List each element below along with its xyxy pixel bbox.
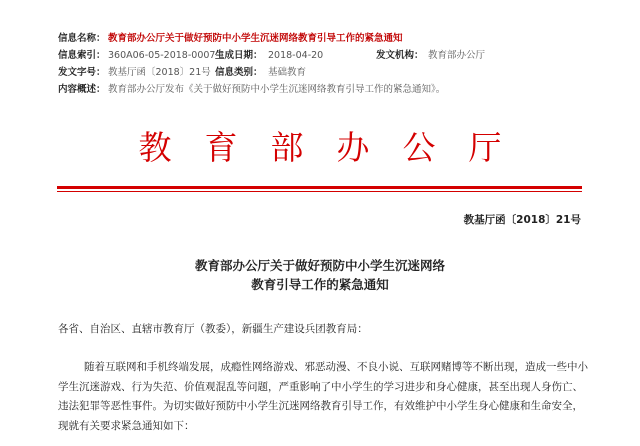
document-number: 教基厅函〔2018〕21号 — [463, 214, 581, 226]
body-paragraph — [58, 358, 586, 436]
issuer-value: 教育部办公厅 — [428, 50, 486, 61]
meta-row-info-name — [58, 30, 618, 47]
meta-row-summary — [58, 81, 618, 98]
red-divider-thin — [57, 191, 582, 192]
salutation: 各省、自治区、直辖市教育厅（教委），新疆生产建设兵团教育局： — [58, 323, 368, 335]
meta-row-docno — [58, 64, 618, 81]
body-line: 违法犯罪等恶性事件。为切实做好预防中小学生沉迷网络教育引导工作，有效维护中小学生身心健康和生命安全， — [58, 400, 583, 412]
body-line: 学生沉迷游戏、行为失范、价值观混乱等问题，严重影响了中小学生的学习进步和身心健康，甚至出现人身伤亡、 — [58, 380, 583, 393]
index-label: 信息索引： — [58, 50, 106, 61]
category-value: 基础教育 — [268, 67, 307, 78]
docno-value: 教基厅函〔2018〕21号 — [108, 67, 211, 78]
body-line: 现就有关要求紧急通知如下： — [58, 419, 195, 432]
index-value: 360A06-05-2018-0007-1 — [108, 50, 225, 61]
document-title-line2: 教育引导工作的紧急通知 — [251, 277, 389, 292]
document-metadata — [58, 30, 618, 98]
info-name-value: 教育部办公厅关于做好预防中小学生沉迷网络教育引导工作的紧急通知 — [108, 33, 403, 44]
document-title — [0, 256, 640, 294]
body-line: 随着互联网和手机终端发展，成瘾性网络游戏、邪恶动漫、不良小说、互联网赌博等不断出现，造成一些中小 — [84, 361, 588, 373]
meta-row-index — [58, 47, 618, 64]
date-value: 2018-04-20 — [268, 50, 324, 61]
issuer-label: 发文机构： — [376, 50, 424, 61]
docno-label: 发文字号： — [58, 67, 106, 78]
info-name-label: 信息名称： — [58, 33, 106, 44]
category-label: 信息类别： — [215, 67, 263, 78]
date-label: 生成日期： — [215, 50, 263, 61]
summary-label: 内容概述： — [58, 84, 106, 95]
org-header-title: 教育部办公厅 — [138, 128, 535, 167]
document-title-line1: 教育部办公厅关于做好预防中小学生沉迷网络 — [194, 258, 445, 273]
summary-value: 教育部办公厅发布《关于做好预防中小学生沉迷网络教育引导工作的紧急通知》。 — [108, 84, 446, 95]
red-divider-thick — [57, 186, 582, 189]
